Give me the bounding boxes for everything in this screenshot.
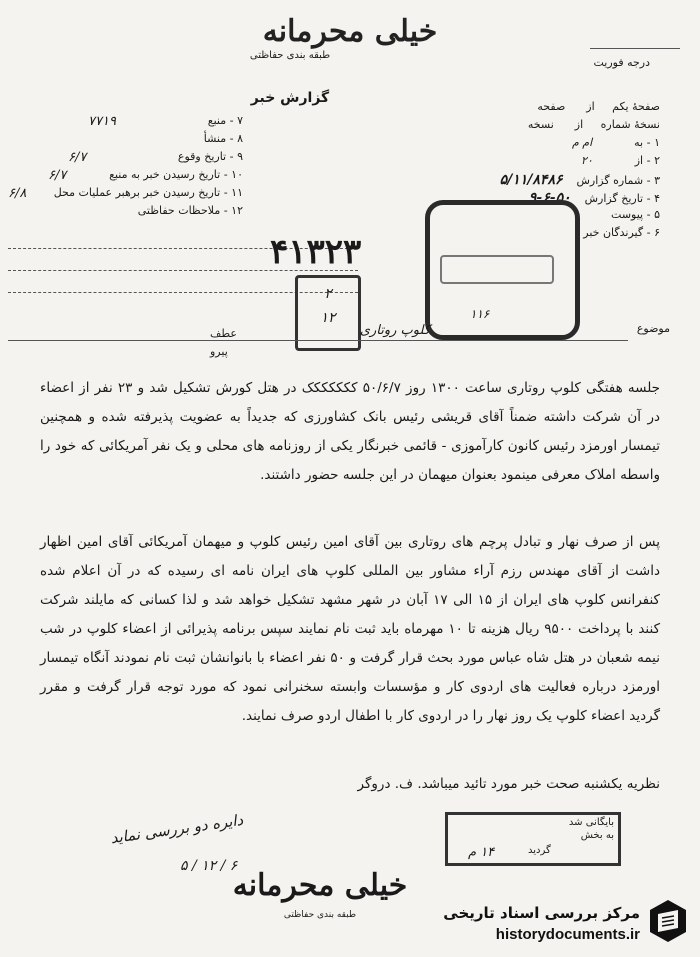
archive-stamp: بایگانی شد به بخش ۱۴ م گردید [445,812,621,866]
classification-sub-bottom: طبقه بندی حفاظتی [283,910,357,920]
classification-sub-top: طبقه بندی حفاظتی [249,50,331,61]
left-field-row: ۱۰ - تاریخ رسیدن خبر به منبع ۶/۷ [48,168,243,183]
body-paragraph-3: نظریه یکشنبه صحت خبر مورد تائید میباشد. ف. دروگر [357,776,660,792]
handwritten-instruction: دایره دو بررسی نماید [109,810,245,848]
body-paragraph-1: جلسه هفتگی کلوپ روتاری ساعت ۱۳۰۰ روز ۵۰/۶/۷ ککککککک در هتل کورش تشکیل شد و ۲۳ نفر از اعضاء در آن شرکت داشته ضمناً آقای قریشی رئیس بانک کشاورزی که جدیداً به عضویت پذیرفته شده و همچنین تیمسار اورمزد رئیس کانون کارآموزی - قائمی خبرنگار یکی از روزنامه های محلی و یک نفر آمریکائی که خود را واسطه املاک معرفی مینمود بعنوان میهمان در این جلسه حضور داشتند. [40,380,661,483]
right-field-row: ۶ - گیرندگان خبر [583,226,660,239]
right-field-row: ۴ - تاریخ گزارش ۵۰-۶-۹ [528,190,660,206]
left-fields [8,114,243,222]
degree-line [590,48,680,49]
classification-top: خیلی محرمانه [262,14,438,49]
note-atf: عطف [210,327,237,340]
box-stamp: ۲ ۱۲ [295,275,361,351]
left-field-row: ۹ - تاریخ وقوع ۶/۷ [68,150,243,165]
subject-label: موضوع [636,322,670,335]
left-field-row: ۸ - منشأ [203,132,243,145]
registry-number-stamp: ۴۱۳۲۳ [270,232,362,272]
inner-stamp-box [440,255,554,284]
right-field-row: ۵ - پیوست [611,208,660,221]
watermark-text: مرکز بررسی اسناد تاریخی [443,904,640,922]
handwritten-date: ۵ / ۱۲ / ۶ [180,858,238,874]
note-peyro: پیرو [210,345,228,358]
right-field-row: نسخهٔ شماره از نسخه [527,118,660,131]
degree-label: درجه فوریت [593,56,650,69]
right-field-row: ۳ - شماره گزارش ۵/۱۱/۸۴۸۶ [499,172,660,188]
right-field-row: ۱ - به ام م [572,136,660,149]
watermark-logo-icon [648,898,688,944]
received-stamp: ۱۱۶ [425,200,580,340]
watermark-url: historydocuments.ir [495,926,640,943]
body-paragraph-2: پس از صرف نهار و تبادل پرچم های روتاری بین آقای امین رئیس کلوپ و میهمان آمریکائی آقای امین اظهار داشت از آقای مهندس رزم آراء مشاور بین المللی کلوپ های ایران نامه ای رسیده که در آن اعلام شده کنفرانس کلوپ های ایران از ۱۵ الی ۱۷ آبان در شهر مشهد تشکیل خواهد شد و لذا کسانی که مایلند شرکت کنند با پرداخت ۹۵۰۰ ریال هزینه تا ۱۰ مهرماه باید ثبت نام نمایند سپس برنامه پذیرائی از اعضاء کلوپ در شب نیمه شعبان در هتل شاه عباس مورد بحث قرار گرفت و ۵۰ نفر اعضاء با بانوانشان ثبت نام نمودند آنگاه تیمسار اورمزد درباره فعالیت های اردوی کار و مؤسسات وابسته سخنرانی نمود که مورد توجه قرار گرفت و مقرر گردید اعضاء کلوپ یک روز نهار را در اردوی کار با اطفال اردو صرف نمایند. [40,534,660,724]
subject-rule [8,340,628,341]
right-field-row: صفحهٔ یکم از صفحه [537,100,660,113]
classification-bottom: خیلی محرمانه [232,868,408,903]
left-field-row: ۷ - منبع ۷۷۱۹ [88,114,243,129]
left-field-row: ۱۲ - ملاحظات حفاظتی [137,204,243,217]
right-field-row: ۲ - از ۲۰ [580,154,660,167]
left-field-row: ۱۱ - تاریخ رسیدن خبر برهبر عملیات محل ۶/۸ [8,186,243,201]
report-title: گزارش خبر [250,90,330,106]
subject-value: کلوپ روتاری [359,323,430,338]
